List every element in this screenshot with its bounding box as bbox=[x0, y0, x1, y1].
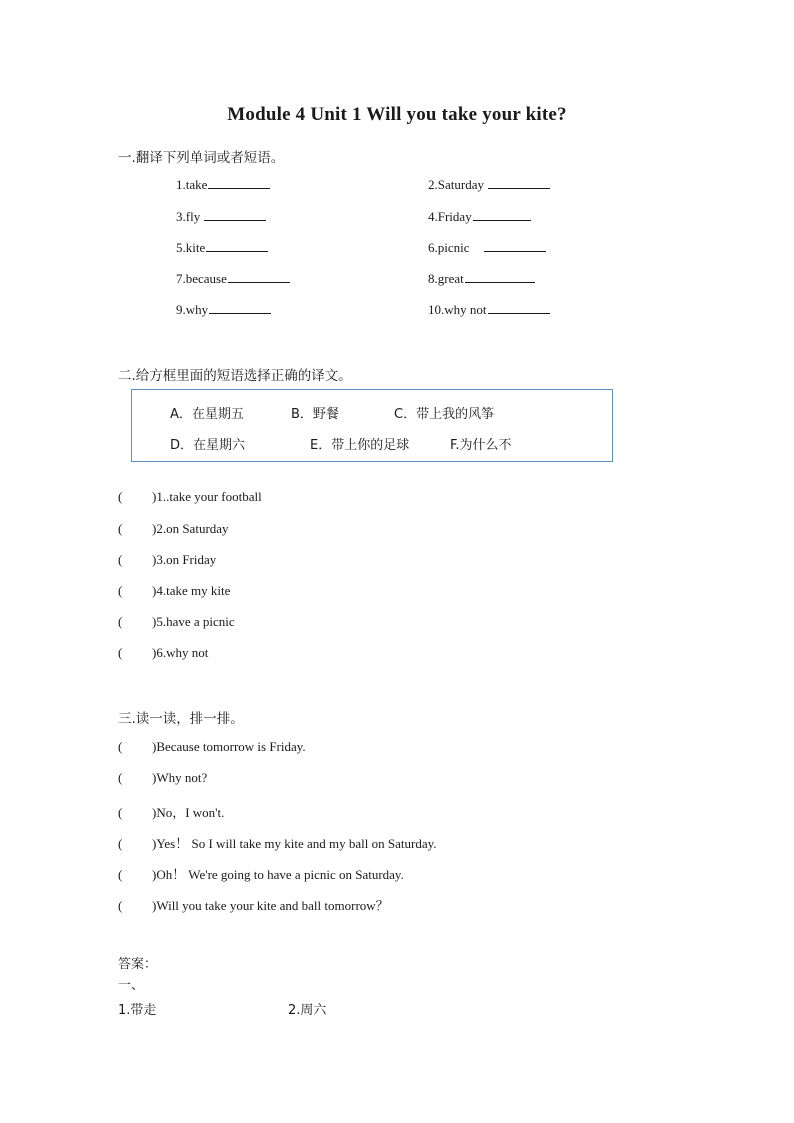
vocab-item-6 bbox=[428, 240, 546, 256]
question-text: )Because tomorrow is Friday. bbox=[152, 739, 306, 754]
question-text: )4.take my kite bbox=[152, 583, 231, 598]
option-e: E．带上你的足球 bbox=[310, 438, 410, 453]
option-b: B．野餐 bbox=[291, 407, 339, 422]
match-question-4 bbox=[118, 583, 230, 599]
question-text: )2.on Saturday bbox=[152, 521, 229, 536]
answer-paren[interactable]: ( bbox=[118, 898, 123, 913]
vocab-label: 6.picnic bbox=[428, 240, 483, 255]
answers-subheading: 一、 bbox=[118, 978, 145, 993]
question-text: )1..take your football bbox=[152, 489, 262, 504]
answer-paren[interactable]: ( bbox=[118, 583, 123, 598]
answer-paren[interactable]: ( bbox=[118, 521, 123, 536]
vocab-item-7 bbox=[176, 271, 290, 287]
answer-paren[interactable]: ( bbox=[118, 867, 123, 882]
vocab-label: 2.Saturday bbox=[428, 177, 488, 192]
answer-blank[interactable] bbox=[206, 240, 268, 252]
page-title: Module 4 Unit 1 Will you take your kite? bbox=[227, 104, 567, 125]
answer-blank[interactable] bbox=[484, 240, 546, 252]
answer-item-2: 2.周六 bbox=[288, 1003, 327, 1018]
vocab-label: 10.why not bbox=[428, 302, 487, 317]
answer-paren[interactable]: ( bbox=[118, 770, 123, 785]
vocab-item-2 bbox=[428, 177, 550, 193]
vocab-item-5 bbox=[176, 240, 268, 256]
question-text: )Why not? bbox=[152, 770, 208, 785]
answer-paren[interactable]: ( bbox=[118, 552, 123, 567]
answer-paren[interactable]: ( bbox=[118, 739, 123, 754]
question-text: )No，I won't. bbox=[152, 805, 225, 820]
option-c: C．带上我的风筝 bbox=[394, 407, 495, 422]
answers-heading: 答案： bbox=[118, 957, 158, 972]
question-text: )6.why not bbox=[152, 645, 209, 660]
option-f: F.为什么不 bbox=[450, 438, 512, 453]
match-question-5 bbox=[118, 614, 235, 630]
vocab-label: 7.because bbox=[176, 271, 227, 286]
answer-blank[interactable] bbox=[488, 177, 550, 189]
answer-paren[interactable]: ( bbox=[118, 836, 123, 851]
option-d: D．在星期六 bbox=[170, 438, 246, 453]
order-question-6 bbox=[118, 895, 389, 914]
section1-heading: 一.翻译下列单词或者短语。 bbox=[118, 150, 285, 166]
vocab-item-8 bbox=[428, 271, 535, 287]
question-text: )Will you take your kite and ball tomorrow？ bbox=[152, 898, 389, 913]
vocab-label: 4.Friday bbox=[428, 209, 472, 224]
answer-blank[interactable] bbox=[208, 177, 270, 189]
question-text: )5.have a picnic bbox=[152, 614, 235, 629]
answer-item-1: 1.带走 bbox=[118, 1003, 157, 1018]
option-a: A．在星期五 bbox=[170, 407, 244, 422]
answer-paren[interactable]: ( bbox=[118, 645, 123, 660]
answer-paren[interactable]: ( bbox=[118, 614, 123, 629]
vocab-item-9 bbox=[176, 302, 271, 318]
order-question-3 bbox=[118, 802, 224, 821]
section3-heading: 三.读一读，排一排。 bbox=[118, 711, 244, 727]
vocab-label: 8.great bbox=[428, 271, 464, 286]
vocab-label: 5.kite bbox=[176, 240, 206, 255]
answer-blank[interactable] bbox=[228, 271, 290, 283]
answer-blank[interactable] bbox=[473, 209, 531, 221]
answer-blank[interactable] bbox=[465, 271, 535, 283]
match-question-1 bbox=[118, 489, 262, 505]
match-question-2 bbox=[118, 521, 229, 537]
match-question-6 bbox=[118, 645, 208, 661]
answer-blank[interactable] bbox=[204, 209, 266, 221]
question-text: )3.on Friday bbox=[152, 552, 217, 567]
answer-paren[interactable]: ( bbox=[118, 805, 123, 820]
vocab-label: 3.fly bbox=[176, 209, 204, 224]
vocab-item-4 bbox=[428, 209, 531, 225]
match-question-3 bbox=[118, 552, 216, 568]
order-question-1 bbox=[118, 739, 306, 755]
section2-heading: 二.给方框里面的短语选择正确的译文。 bbox=[118, 368, 352, 384]
order-question-4 bbox=[118, 833, 437, 852]
order-question-5 bbox=[118, 864, 404, 883]
vocab-label: 1.take bbox=[176, 177, 208, 192]
answer-paren[interactable]: ( bbox=[118, 489, 123, 504]
vocab-label: 9.why bbox=[176, 302, 209, 317]
vocab-item-3 bbox=[176, 209, 266, 225]
answer-blank[interactable] bbox=[209, 302, 271, 314]
vocab-item-1 bbox=[176, 177, 270, 193]
vocab-item-10 bbox=[428, 302, 550, 318]
question-text: )Oh！ We're going to have a picnic on Saturday. bbox=[152, 867, 404, 882]
answer-blank[interactable] bbox=[488, 302, 550, 314]
question-text: )Yes！ So I will take my kite and my ball on Saturday. bbox=[152, 836, 437, 851]
order-question-2 bbox=[118, 770, 207, 786]
